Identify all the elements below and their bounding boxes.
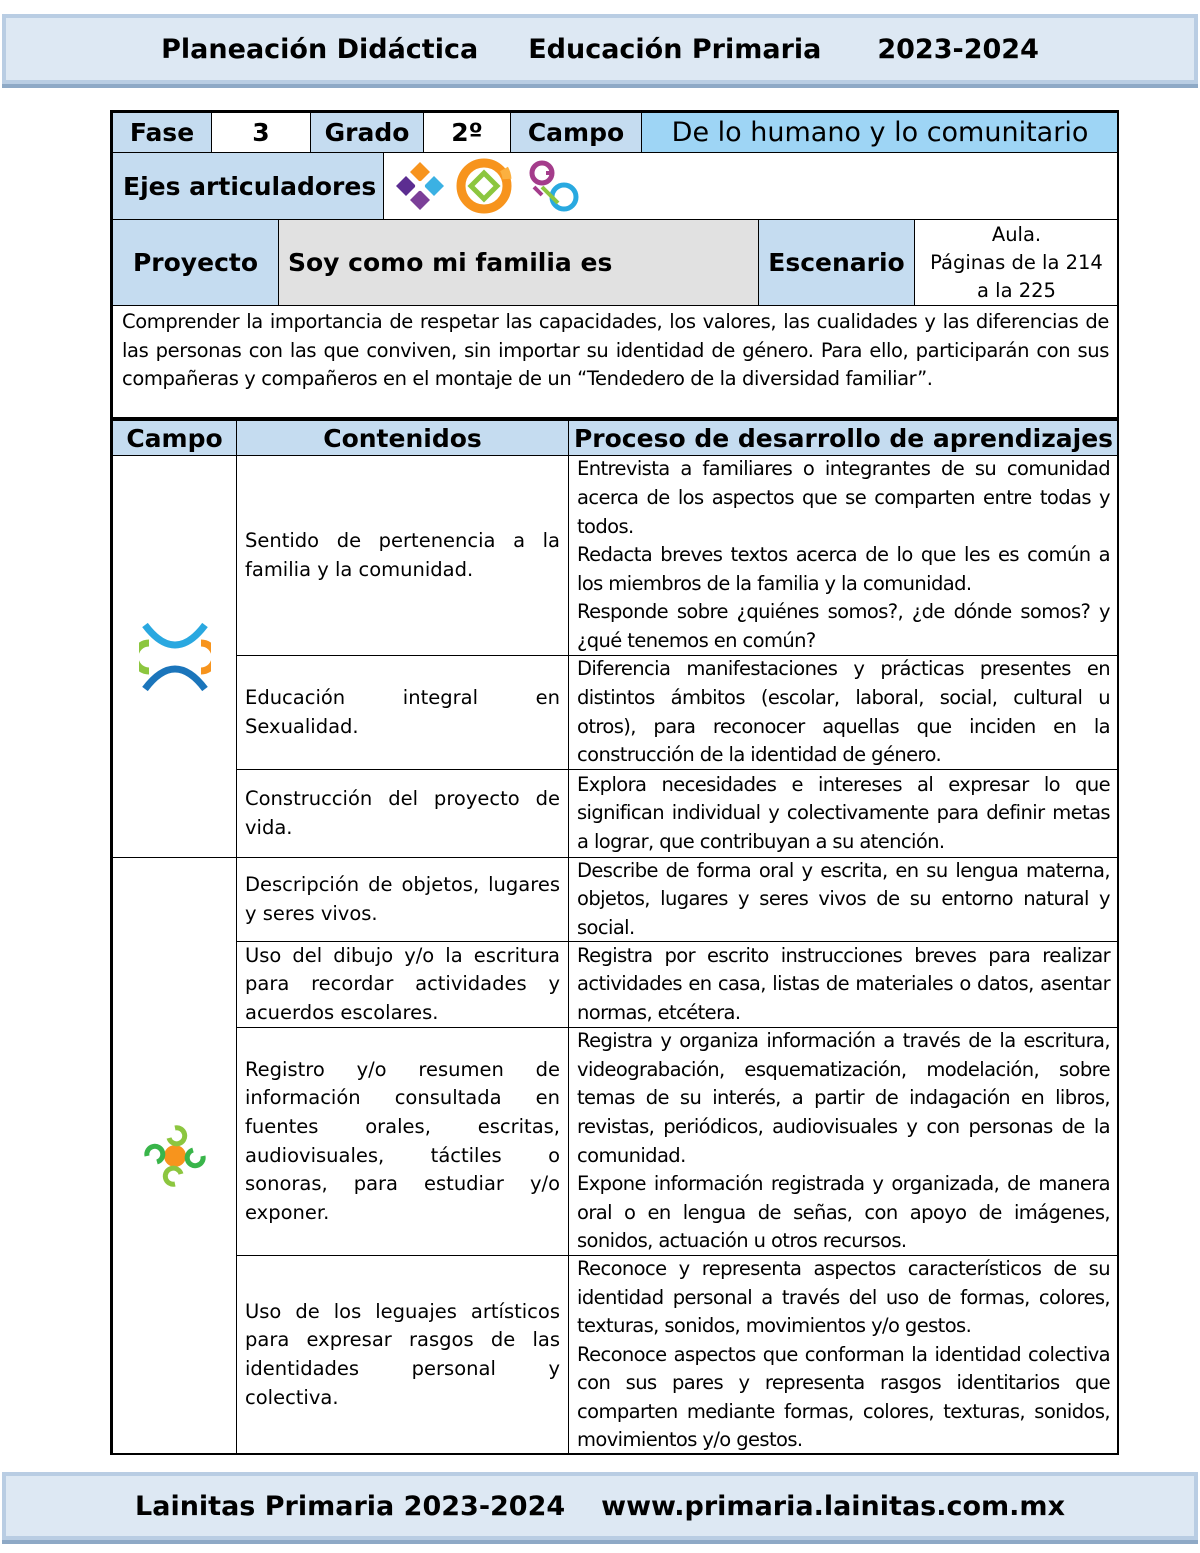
proyecto-value: Soy como mi familia es xyxy=(278,219,759,306)
proceso-2 xyxy=(568,655,1119,770)
grado-value: 2º xyxy=(423,112,511,153)
footer-brand: Lainitas Primaria 2023-2024 xyxy=(135,1490,566,1522)
contenido-3: Construcción del proyecto de vida. xyxy=(236,769,569,858)
escenario-line-3: a la 225 xyxy=(977,278,1056,302)
proceso-3-item-1: Explora necesidades e intereses al expresar lo que significan individual y colectivamente para definir metas a lograr, que contribuyan a su atención. xyxy=(577,772,1110,853)
purpose-cell xyxy=(112,305,1119,419)
proceso-6-item-2: Expone información registrada y organizada, de manera oral o en lengua de señas, con apoyo de imágenes, sonidos, actuación u otros recursos. xyxy=(577,1172,1110,1253)
fase-value: 3 xyxy=(211,112,311,153)
proceso-2-item-1: Diferencia manifestaciones y prácticas presentes en distintos ámbitos (escolar, laboral, social, cultural u otros), para reconocer aquellas que inciden en la construcción de la identidad de género. xyxy=(577,657,1110,767)
proceso-4-item-1: Describe de forma oral y escrita, en su lengua materna, objetos, lugares y seres vivos de su entorno natural y social. xyxy=(577,858,1110,939)
purpose-text: Comprender la importancia de respetar las capacidades, los valores, las cualidades y las diferencias de las personas con las que conviven, sin importar su identidad de género. Para ello, participarán con sus compañeras y compañeros en el montaje de un “Tendedero de la diversidad familiar”. xyxy=(122,310,1109,390)
contenido-5: Uso del dibujo y/o la escritura para recordar actividades y acuerdos escolares. xyxy=(236,941,569,1028)
campo-label: Campo xyxy=(510,112,642,153)
contenido-2: Educación integral en Sexualidad. xyxy=(236,655,569,770)
contenido-6: Registro y/o resumen de información consultada en fuentes orales, escritas, audiovisuales, táctiles o sonoras, para estudiar y/o exponer. xyxy=(236,1027,569,1256)
contenido-4: Descripción de objetos, lugares y seres vivos. xyxy=(236,857,569,942)
proceso-1-item-3: Responde sobre ¿quiénes somos?, ¿de dónde somos? y ¿qué tenemos en común? xyxy=(577,600,1110,652)
proyecto-label: Proyecto xyxy=(112,219,279,306)
fase-label: Fase xyxy=(112,112,212,153)
pensamiento-critico-icon xyxy=(454,157,516,215)
contenido-7: Uso de los leguajes artísticos para expresar rasgos de las identidades personal y colectiva. xyxy=(236,1255,569,1455)
proceso-1-item-2: Redacta breves textos acerca de lo que les es común a los miembros de la familia y la comunidad. xyxy=(577,543,1110,595)
header-level: Educación Primaria xyxy=(528,33,822,65)
escenario-line-2: Páginas de la 214 xyxy=(930,250,1103,274)
footer-url[interactable]: www.primaria.lainitas.com.mx xyxy=(601,1490,1065,1522)
proceso-5 xyxy=(568,941,1119,1028)
inclusion-icon xyxy=(392,158,448,214)
contenido-1: Sentido de pertenencia a la familia y la comunidad. xyxy=(236,455,569,656)
content-table xyxy=(110,418,1119,1455)
igualdad-genero-icon xyxy=(522,157,582,215)
col-header-contenidos: Contenidos xyxy=(236,420,569,456)
campo-cell-2 xyxy=(112,857,237,1455)
footer-banner xyxy=(2,1472,1198,1540)
proceso-5-item-1: Registra por escrito instrucciones breves para realizar actividades en casa, listas de materiales o datos, asentar normas, etcétera. xyxy=(577,943,1110,1024)
lenguajes-icon xyxy=(139,1120,211,1192)
col-header-proceso: Proceso de desarrollo de aprendizajes xyxy=(568,420,1119,456)
proceso-1 xyxy=(568,455,1119,656)
proceso-6-item-1: Registra y organiza información a través de la escritura, videograbación, esquematización, modelación, sobre temas de su interés, a partir de indagación en libros, revistas, periódicos, audiovisuales y con personas de la comunidad. xyxy=(577,1029,1110,1167)
campo-value: De lo humano y lo comunitario xyxy=(641,112,1119,153)
proceso-7-item-1: Reconoce y representa aspectos característicos de su identidad personal a través del uso de formas, colores, texturas, sonidos, movimientos y/o gestos. xyxy=(577,1256,1110,1338)
grado-label: Grado xyxy=(310,112,424,153)
header-title: Planeación Didáctica xyxy=(161,33,479,65)
ejes-label: Ejes articuladores xyxy=(112,152,384,220)
proceso-7-item-2: Reconoce aspectos que conforman la identidad colectiva con sus pares y representa rasgos identitarios que comparten mediante formas, colores, texturas, sonidos, movimientos y/o gestos. xyxy=(577,1342,1110,1452)
proceso-1-item-1: Entrevista a familiares o integrantes de su comunidad acerca de los aspectos que se comparten entre todas y todos. xyxy=(577,457,1110,538)
ejes-icons xyxy=(383,152,1119,220)
col-header-campo: Campo xyxy=(112,420,237,456)
escenario-line-1: Aula. xyxy=(991,222,1042,246)
header-year: 2023-2024 xyxy=(877,33,1039,65)
info-table xyxy=(110,110,1119,419)
de-lo-humano-y-lo-comunitario-icon xyxy=(139,621,211,693)
proceso-6 xyxy=(568,1027,1119,1256)
header-banner xyxy=(2,14,1198,84)
campo-cell-1 xyxy=(112,455,237,858)
escenario-value xyxy=(914,219,1119,306)
proceso-7 xyxy=(568,1255,1119,1455)
proceso-4 xyxy=(568,857,1119,942)
escenario-label: Escenario xyxy=(758,219,915,306)
proceso-3 xyxy=(568,769,1119,858)
